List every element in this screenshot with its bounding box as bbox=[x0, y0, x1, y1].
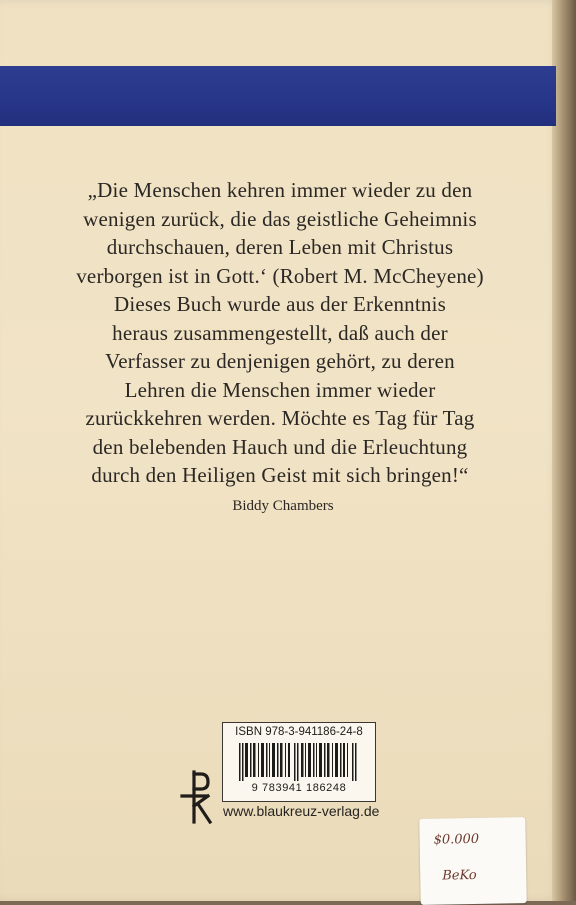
publisher-logo-icon bbox=[180, 770, 214, 824]
price-sticker-line: $0.000 bbox=[433, 831, 480, 848]
quote-line: durch den Heiligen Geist mit sich bringen!“ bbox=[91, 463, 469, 487]
quote-line: verborgen ist in Gott.‘ (Robert M. McCheyene) bbox=[76, 263, 484, 288]
author-name: Biddy Chambers bbox=[232, 498, 334, 514]
quote-line: „Die Menschen kehren immer wieder zu den bbox=[87, 178, 473, 202]
quote-line: wenigen zurück, die das geistliche Geheimnis bbox=[83, 206, 477, 231]
isbn-label: ISBN 978-3-941186-24-8 bbox=[235, 726, 363, 738]
barcode-digits: 9 783941 186248 bbox=[251, 782, 347, 794]
quote-line: heraus zusammengestellt, daß auch der bbox=[112, 320, 448, 345]
blue-band bbox=[0, 66, 556, 126]
price-sticker bbox=[419, 817, 526, 905]
quote-line: den belebenden Hauch und die Erleuchtung bbox=[92, 434, 468, 459]
publisher-website: www.blaukreuz-verlag.de bbox=[223, 803, 380, 819]
isbn-barcode-box bbox=[222, 722, 376, 802]
book-edge bbox=[552, 0, 576, 901]
price-sticker-line: BeKo bbox=[442, 867, 477, 884]
quote-line: Lehren die Menschen immer wieder bbox=[124, 377, 436, 402]
quote-line: durchschauen, deren Leben mit Christus bbox=[106, 235, 454, 259]
quote-text bbox=[40, 176, 520, 490]
quote-line: Verfasser zu denjenigen gehört, zu deren bbox=[105, 349, 455, 373]
barcode-icon bbox=[239, 743, 359, 781]
quote-line: Dieses Buch wurde aus der Erkenntnis bbox=[113, 292, 447, 316]
quote-line: zurückkehren werden. Möchte es Tag für Tag bbox=[85, 406, 475, 430]
